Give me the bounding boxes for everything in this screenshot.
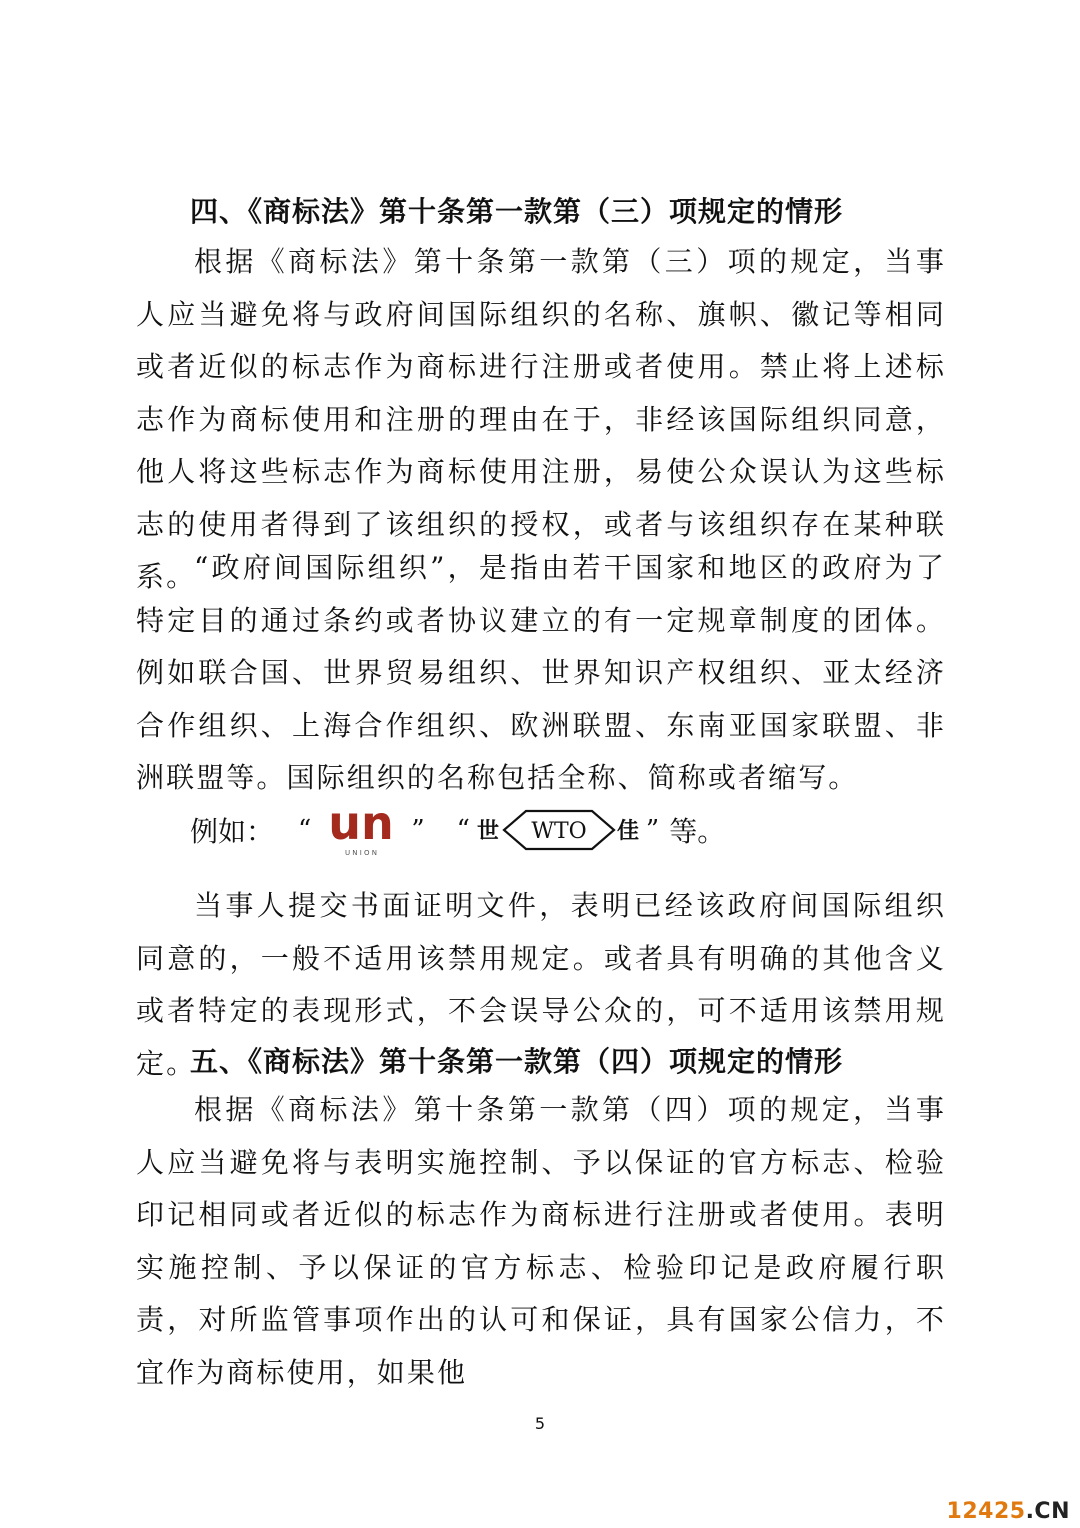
section-4-heading: 四、《商标法》第十条第一款第（三）项规定的情形 xyxy=(190,195,844,228)
example-logos-row xyxy=(190,800,725,860)
section-4-paragraph-1: 根据《商标法》第十条第一款第（三）项的规定，当事人应当避免将与政府间国际组织的名称、旗帜、徽记等相同或者近似的标志作为商标进行注册或者使用。禁止将上述标志作为商标使用和注册的理由在于，非经该国际组织同意，他人将这些标志作为商标使用注册，易使公众误认为这些标志的使用者得到了该组织的授权，或者与该组织存在某种联系。 xyxy=(136,245,946,593)
section-4-paragraph-3: 当事人提交书面证明文件，表明已经该政府间国际组织同意的，一般不适用该禁用规定。或者具有明确的其他含义或者特定的表现形式，不会误导公众的，可不适用该禁用规定。 xyxy=(136,889,946,1080)
example-prefix: 例如： xyxy=(190,815,275,848)
open-quote: “ xyxy=(298,815,312,845)
un-union-logo xyxy=(317,801,405,859)
wto-logo-right-char: 佳 xyxy=(616,819,639,844)
example-suffix: 等。 xyxy=(669,815,726,848)
close-quote-2: ” xyxy=(645,815,660,845)
wto-logo xyxy=(474,805,642,855)
site-watermark xyxy=(947,1499,1070,1524)
wto-logo-left-char: 世 xyxy=(476,819,499,844)
page-number: 5 xyxy=(534,1414,546,1433)
close-quote: ” xyxy=(411,815,425,845)
open-quote-2: “ xyxy=(456,815,470,845)
watermark-digits: 12425 xyxy=(946,1499,1026,1524)
un-logo-subtext: U N I O N xyxy=(345,849,378,857)
section-5-paragraph-1: 根据《商标法》第十条第一款第（四）项的规定，当事人应当避免将与表明实施控制、予以保证的官方标志、检验印记相同或者近似的标志作为商标进行注册或者使用。表明实施控制、予以保证的官方标志、检验印记是政府履行职责，对所监管事项作出的认可和保证，具有国家公信力，不宜作为商标使用，如果他 xyxy=(136,1093,946,1389)
wto-logo-text: WTO xyxy=(531,819,587,844)
section-4-paragraph-2: “政府间国际组织”，是指由若干国家和地区的政府为了特定目的通过条约或者协议建立的有一定规章制度的团体。例如联合国、世界贸易组织、世界知识产权组织、亚太经济合作组织、上海合作组织、欧洲联盟、东南亚国家联盟、非洲联盟等。国际组织的名称包括全称、简称或者缩写。 xyxy=(136,551,946,794)
watermark-suffix: .CN xyxy=(1025,1499,1070,1524)
section-5-heading: 五、《商标法》第十条第一款第（四）项规定的情形 xyxy=(190,1045,844,1078)
un-logo-text: un xyxy=(328,801,395,850)
